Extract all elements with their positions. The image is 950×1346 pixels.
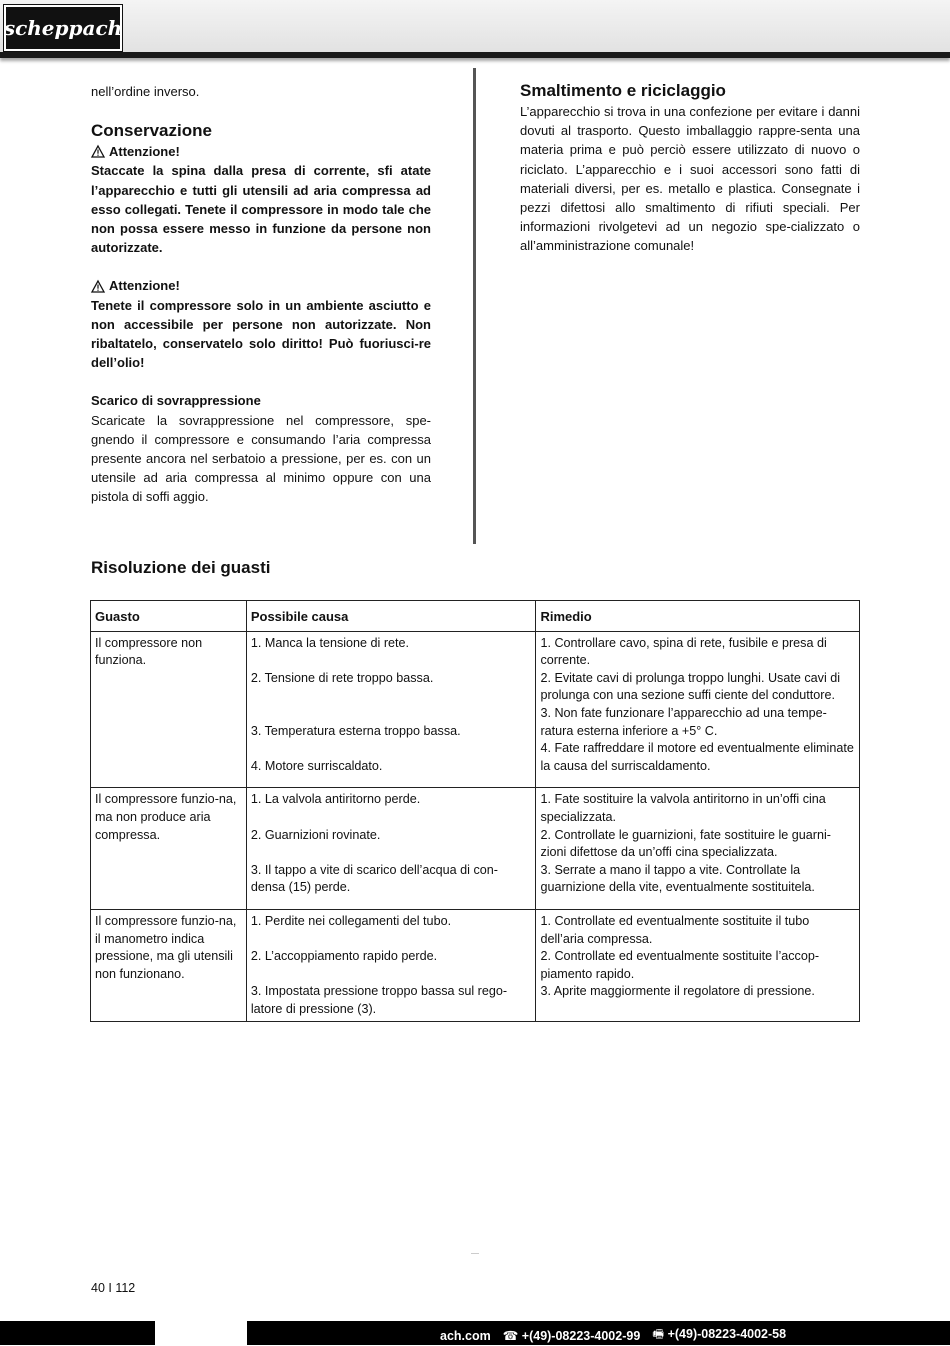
smaltimento-title: Smaltimento e riciclaggio <box>520 81 726 100</box>
remedy-item: 1. Controllate ed eventualmente sostituite il tubo dell’aria compressa. <box>540 913 810 946</box>
warning-1-label: Attenzione! <box>109 144 180 160</box>
cause-item: 3. Il tappo a vite di scarico dell’acqua di con-densa (15) perde. <box>250 862 498 895</box>
cause-item: 1. La valvola antiritorno perde. <box>250 792 421 807</box>
warning-2-label: Attenzione! <box>109 278 180 294</box>
cause-item: 1. Perdite nei collegamenti del tubo. <box>250 913 452 928</box>
cause-item: 1. Manca la tensione di rete. <box>250 635 410 650</box>
scan-mark <box>471 1253 479 1254</box>
remedy-item: 3. Aprite maggiormente il regolatore di pressione. <box>540 984 815 999</box>
fax-icon: 🖷 <box>652 1327 665 1341</box>
footer-fax: +(49)-08223-4002-58 <box>667 1327 787 1341</box>
table-row <box>91 631 860 788</box>
scarico-text: Scaricate la sovrappressione nel compressore, spe-gnendo il compressore e consumando l’aria compressa presente ancora nel serbatoio a pressione, per es. con un utensile ad aria compressa al minimo oppure con una pistola di soffi aggio. <box>91 412 431 505</box>
fault-text: Il compressore non funziona. <box>95 635 203 668</box>
footer-website[interactable]: ach.com <box>440 1328 491 1343</box>
remedy-item: 3. Serrate a mano il tappo a vite. Controllate la guarnizione della vite, eventualmente sostituitela. <box>540 862 815 895</box>
table-row <box>91 788 860 910</box>
brand-logo-wordmark <box>3 12 123 44</box>
cause-item: 3. Temperatura esterna troppo bassa. <box>250 723 461 738</box>
remedy-item: 2. Evitate cavi di prolunga troppo lunghi. Usate cavi di prolunga con una sezione suffi ciente del conduttore. <box>540 670 841 703</box>
remedy-item: 1. Fate sostituire la valvola antiritorno in un’offi cina specializzata. <box>540 792 826 824</box>
column-divider <box>473 68 476 544</box>
cause-item: 4. Motore surriscaldato. <box>250 758 383 773</box>
header-bar <box>0 0 950 58</box>
cause-item: 2. Guarnizioni rovinate. <box>250 827 381 842</box>
warning-triangle-icon <box>91 145 105 158</box>
right-column <box>520 80 860 256</box>
footer-white-block <box>155 1321 247 1345</box>
remedy-item: 1. Controllare cavo, spina di rete, fusibile e presa di corrente. <box>540 635 827 668</box>
fault-cell <box>91 631 247 788</box>
remedy-cell <box>536 909 860 1022</box>
troubleshooting-table <box>90 600 860 1022</box>
fault-cell <box>91 788 247 910</box>
smaltimento-text: L’apparecchio si trova in una confezione per evitare i danni dovuti al trasporto. Questo imballaggio rappre-senta una materia prima e può perciò essere utilizzato di nuovo o riciclato. L’apparecchio e i suoi accessori sono fatti di materiali diversi, per es. metallo e plastica. Consegnate i pezzi difettosi allo smaltimento di rifiuti speciali. Per informazioni rivolgetevi ad un negozio spe-cializzato o all’amministrazione comunale! <box>520 104 860 254</box>
table-row <box>91 909 860 1022</box>
svg-text:scheppach: scheppach <box>3 16 123 40</box>
scarico-title: Scarico di sovrappressione <box>91 393 261 409</box>
left-column <box>91 82 431 507</box>
warning-1 <box>91 142 431 161</box>
table-header-rimedio: Rimedio <box>536 601 860 632</box>
intro-text: nell’ordine inverso. <box>91 84 200 99</box>
fault-cell <box>91 909 247 1022</box>
warning-2-text: Tenete il compressore solo in un ambiente asciutto e non accessibile per persone non autorizzate. Non ribaltatelo, conservatelo solo diritto! Può fuoriusci-re dell’olio! <box>91 297 431 371</box>
remedy-cell <box>536 788 860 910</box>
footer-phone: +(49)-08223-4002-99 <box>521 1329 641 1343</box>
remedy-item: 2. Controllate ed eventualmente sostituite l’accop-piamento rapido. <box>540 949 820 981</box>
warning-2 <box>91 276 431 295</box>
table-header-causa: Possibile causa <box>246 601 536 632</box>
page-number: 40 I 112 <box>91 1281 136 1295</box>
cause-cell <box>246 631 536 788</box>
table-header-row <box>91 601 860 632</box>
warning-1-text: Staccate la spina dalla presa di corrente, sfi atate l’apparecchio e tutti gli utensili ad aria compressa ad esso collegati. Tenete il compressore in modo tale che non possa essere messo in funzione da persone non autorizzate. <box>91 163 431 256</box>
fault-text: Il compressore funzio-na, ma non produce aria compressa. <box>95 792 237 842</box>
cause-cell <box>246 909 536 1022</box>
remedy-item: 2. Controllate le guarnizioni, fate sostituire le guarni-zioni difettose da un’offi cina specializzata. <box>540 827 831 860</box>
fault-text: Il compressore funzio-na, il manometro indica pressione, ma gli utensili non funzionano. <box>95 913 237 981</box>
remedy-item: 3. Non fate funzionare l’apparecchio ad una tempe-ratura esterna inferiore a +5° C. <box>540 705 827 738</box>
footer-contact <box>440 1325 786 1346</box>
brand-logo <box>4 5 122 51</box>
table-header-guasto: Guasto <box>91 601 247 632</box>
cause-item: 3. Impostata pressione troppo bassa sul rego-latore di pressione (3). <box>250 984 508 1016</box>
phone-icon: ☎ <box>502 1329 519 1343</box>
conservazione-title: Conservazione <box>91 121 212 141</box>
cause-item: 2. Tensione di rete troppo bassa. <box>250 670 434 685</box>
remedy-cell <box>536 631 860 788</box>
warning-triangle-icon <box>91 280 105 293</box>
cause-item: 2. L’accoppiamento rapido perde. <box>250 949 438 964</box>
cause-cell <box>246 788 536 910</box>
remedy-item: 4. Fate raffreddare il motore ed eventualmente eliminate la causa del surriscaldamento. <box>540 741 854 773</box>
troubleshooting-title: Risoluzione dei guasti <box>91 558 271 577</box>
